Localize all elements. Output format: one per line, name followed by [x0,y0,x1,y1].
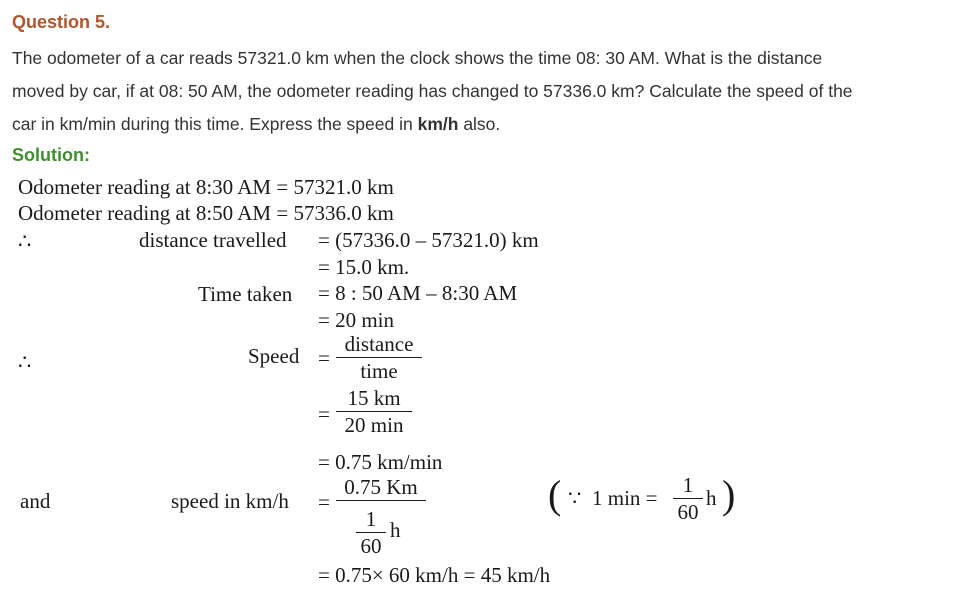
therefore-symbol-2: ∴ [18,350,32,374]
speed-kmh-fraction-bar [336,500,426,501]
speed-fraction-bar [336,357,422,358]
speed-kmh-numerator: 0.75 Km [344,475,418,499]
time-expression: = 8 : 50 AM – 8:30 AM [318,281,518,305]
right-parenthesis: ) [722,472,736,517]
since-fraction [673,474,703,523]
time-label: Time taken [198,282,293,306]
because-symbol: ∵ [568,486,582,510]
since-denominator: 60 [677,500,699,525]
question-heading: Question 5. [12,12,111,32]
time-result: = 20 min [318,308,395,332]
since-text: 1 min = [592,486,658,510]
speed-equals: = [318,346,330,370]
and-label: and [20,489,51,513]
speed-fraction [336,333,422,382]
question-line-2: moved by car, if at 08: 50 AM, the odometer reading has changed to 57336.0 km? Calculate the speed of the [12,81,853,101]
since-numerator: 1 [682,473,694,497]
question-line-3 [12,114,500,135]
speed-kmh-fraction [336,476,426,503]
speed-equals-2: = [318,402,330,426]
speed-numerator: distance [344,332,414,356]
speed-value-denominator: 20 min [344,413,404,438]
speed-value-fraction [336,387,412,436]
solution-heading: Solution: [12,145,90,165]
question-emphasis: km/h [417,114,459,134]
since-unit: h [706,486,717,510]
distance-label: distance travelled [139,228,287,252]
question-tail: also. [458,114,501,134]
kmh-denominator-denominator: 60 [360,534,382,559]
since-fraction-bar [673,498,703,499]
kmh-denominator-numerator: 1 [365,507,377,531]
question-line-3-text: car in km/min during this time. Express the speed in [12,114,418,134]
final-result: = 0.75× 60 km/h = 45 km/h [318,563,551,587]
odometer-reading-2: Odometer reading at 8:50 AM = 57336.0 km [18,201,394,225]
distance-result: = 15.0 km. [318,255,410,279]
speed-denominator: time [360,359,398,384]
speed-value-numerator: 15 km [347,386,401,410]
speed-km-per-min: = 0.75 km/min [318,450,443,474]
speed-value-fraction-bar [336,411,412,412]
kmh-denominator-bar [356,532,386,533]
therefore-symbol-1: ∴ [18,229,32,253]
speed-kmh-equals: = [318,490,330,514]
question-line-1: The odometer of a car reads 57321.0 km when the clock shows the time 08: 30 AM. What is the distance [12,48,823,68]
speed-label: Speed [248,344,300,368]
kmh-denominator-unit: h [390,518,401,542]
left-parenthesis: ( [548,472,562,517]
speed-kmh-label: speed in km/h [171,489,289,513]
odometer-reading-1: Odometer reading at 8:30 AM = 57321.0 km [18,175,394,199]
kmh-denominator-fraction [356,508,386,557]
distance-expression: = (57336.0 – 57321.0) km [318,228,539,252]
